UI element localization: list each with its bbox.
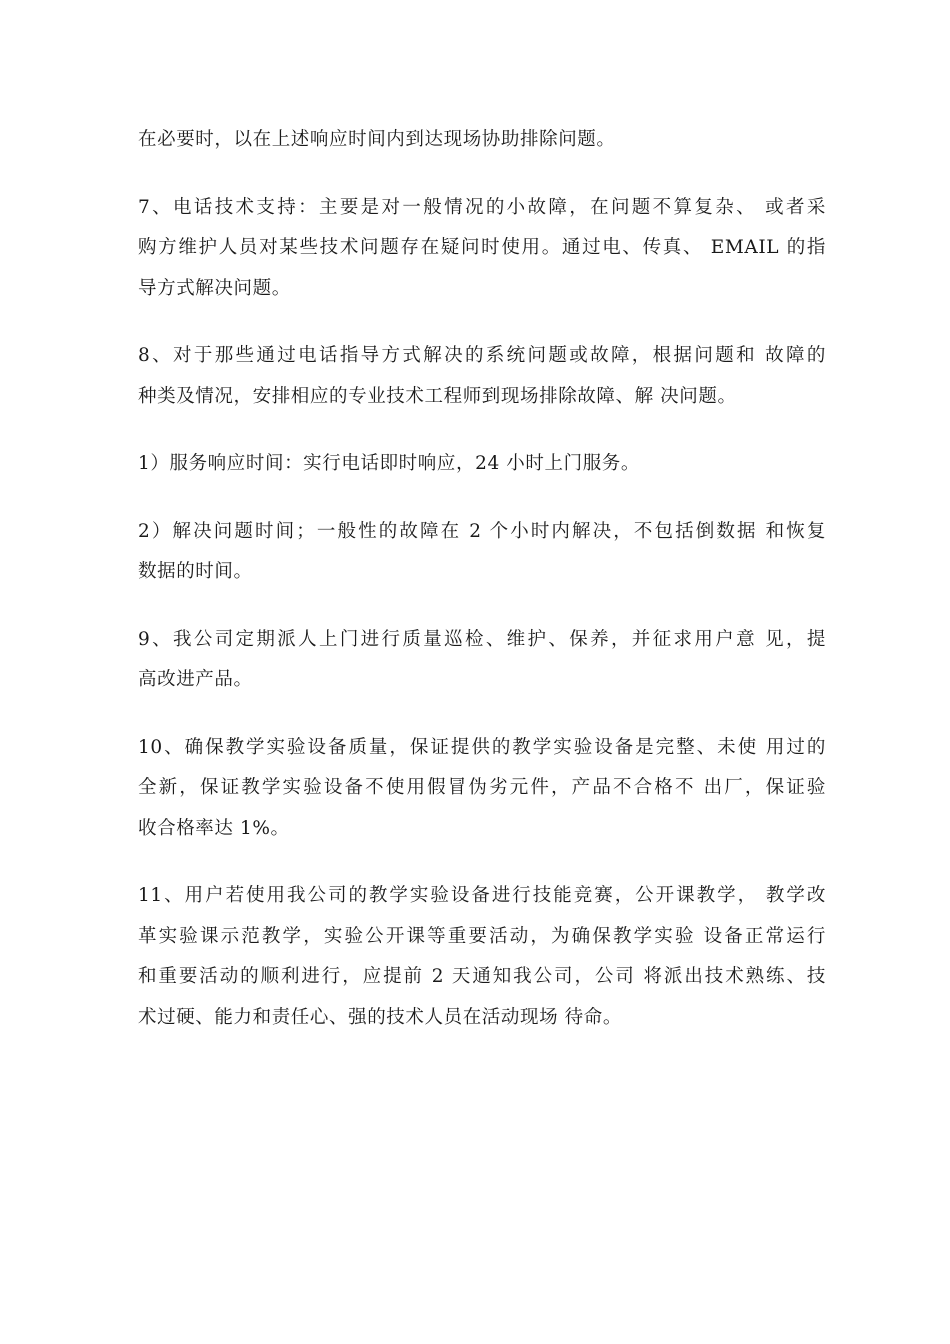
paragraph-onsite-assistance — [138, 120, 826, 161]
paragraph-equipment-quality — [138, 728, 826, 850]
paragraph-response-time — [138, 444, 826, 485]
document-body — [138, 120, 826, 1065]
paragraph-line: 1）服务响应时间：实行电话即时响应，24 小时上门服务。 — [138, 453, 640, 474]
paragraph-phone-support — [138, 188, 826, 310]
paragraph-line: 8、对于那些通过电话指导方式解决的系统问题或故障，根据问题和 故障的 — [138, 345, 826, 366]
paragraph-line: 种类及情况，安排相应的专业技术工程师到现场排除故障、解 决问题。 — [138, 385, 737, 407]
paragraph-event-support — [138, 876, 826, 1038]
paragraph-line: 7、电话技术支持：主要是对一般情况的小故障，在问题不算复杂、 或者采 — [138, 196, 826, 218]
paragraph-line: 术过硬、能力和责任心、强的技术人员在活动现场 待命。 — [138, 1006, 622, 1028]
paragraph-line: 10、确保教学实验设备质量，保证提供的教学实验设备是完整、未使 用过的 — [138, 736, 826, 758]
paragraph-line: 收合格率达 1%。 — [138, 817, 290, 839]
paragraph-line: 数据的时间。 — [138, 561, 253, 582]
paragraph-line: 导方式解决问题。 — [138, 277, 291, 299]
paragraph-line: 在必要时，以在上述响应时间内到达现场协助排除问题。 — [138, 129, 616, 150]
paragraph-line: 9、我公司定期派人上门进行质量巡检、维护、保养，并征求用户意 见，提 — [138, 628, 826, 650]
paragraph-line: 和重要活动的顺利进行，应提前 2 天通知我公司，公司 将派出技术熟练、技 — [138, 966, 826, 987]
paragraph-line: 2）解决问题时间；一般性的故障在 2 个小时内解决，不包括倒数据 和恢复 — [138, 520, 826, 542]
paragraph-line: 全新，保证教学实验设备不使用假冒伪劣元件，产品不合格不 出厂，保证验 — [138, 777, 826, 798]
paragraph-quality-inspection — [138, 620, 826, 701]
paragraph-line: 购方维护人员对某些技术问题存在疑问时使用。通过电、传真、 EMAIL 的指 — [138, 237, 826, 258]
paragraph-line: 11、用户若使用我公司的教学实验设备进行技能竞赛，公开课教学， 教学改 — [138, 885, 826, 906]
paragraph-line: 高改进产品。 — [138, 669, 253, 690]
paragraph-line: 革实验课示范教学，实验公开课等重要活动，为确保教学实验 设备正常运行 — [138, 925, 826, 947]
paragraph-resolution-time — [138, 512, 826, 593]
paragraph-engineer-dispatch — [138, 336, 826, 417]
